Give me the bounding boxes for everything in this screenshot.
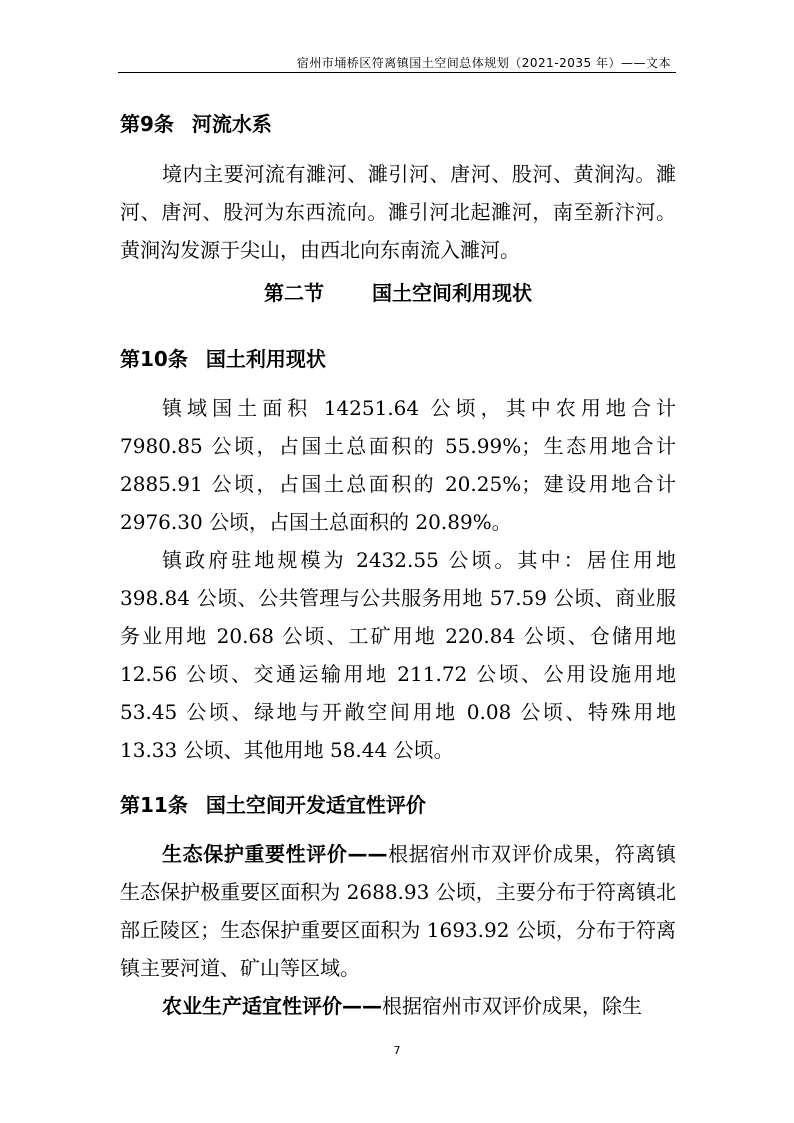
article-9-title: 河流水系 (191, 112, 272, 136)
ecology-evaluation-body: 根据宿州市双评价成果，符离镇生态保护极重要区面积为 2688.93 公顷，主要分布于符离镇北部丘陵区；生态保护重要区面积为 1693.92 公顷，分布于符离镇主要河道、矿山等区域。 (120, 842, 677, 980)
agriculture-evaluation-body: 根据宿州市双评价成果，除生 (382, 994, 642, 1018)
ecology-evaluation-lead: 生态保护重要性评价—— (162, 842, 388, 866)
article-9-number: 第9条 (120, 112, 174, 136)
section-2-title: 国土空间利用现状 (372, 281, 532, 305)
article-10-title: 国土利用现状 (205, 347, 326, 371)
article-10-paragraph-2: 镇政府驻地规模为 2432.55 公顷。其中：居住用地 398.84 公顷、公共管理与公共服务用地 57.59 公顷、商业服务业用地 20.68 公顷、工矿用地 220.84 公顷、仓储用地 12.56 公顷、交通运输用地 211.72 公顷、公用设施用地 53.45 公顷、绿地与开敞空间用地 0.08 公顷、特殊用地 13.33 公顷、其他用地 58.44 公顷。 (120, 548, 676, 762)
running-header: 宿州市埇桥区符离镇国土空间总体规划（2021-2035 年）——文本 (296, 56, 671, 70)
article-9-heading (120, 108, 272, 137)
article-11-title: 国土空间开发适宜性评价 (205, 793, 426, 817)
article-11-heading (120, 789, 426, 818)
agriculture-evaluation-lead: 农业生产适宜性评价—— (162, 994, 382, 1018)
article-11-paragraph-2 (120, 987, 676, 1025)
article-11-paragraph-1 (120, 835, 676, 987)
page-number: 7 (393, 1044, 401, 1057)
article-11-number: 第11条 (120, 793, 188, 817)
article-10-number: 第10条 (120, 347, 188, 371)
article-9-paragraph: 境内主要河流有濉河、濉引河、唐河、股河、黄涧沟。濉河、唐河、股河为东西流向。濉引河北起濉河，南至新汴河。黄涧沟发源于尖山，由西北向东南流入濉河。 (120, 162, 676, 262)
article-10-paragraph-1: 镇域国土面积 14251.64 公顷，其中农用地合计 7980.85 公顷，占国土总面积的 55.99%；生态用地合计 2885.91 公顷，占国土总面积的 20.25%；建设用地合计 2976.30 公顷，占国土总面积的 20.89%。 (120, 396, 676, 534)
section-2-number: 第二节 (264, 281, 324, 305)
header-divider (118, 72, 676, 73)
article-10-heading (120, 343, 326, 372)
section-2-heading (120, 277, 676, 306)
